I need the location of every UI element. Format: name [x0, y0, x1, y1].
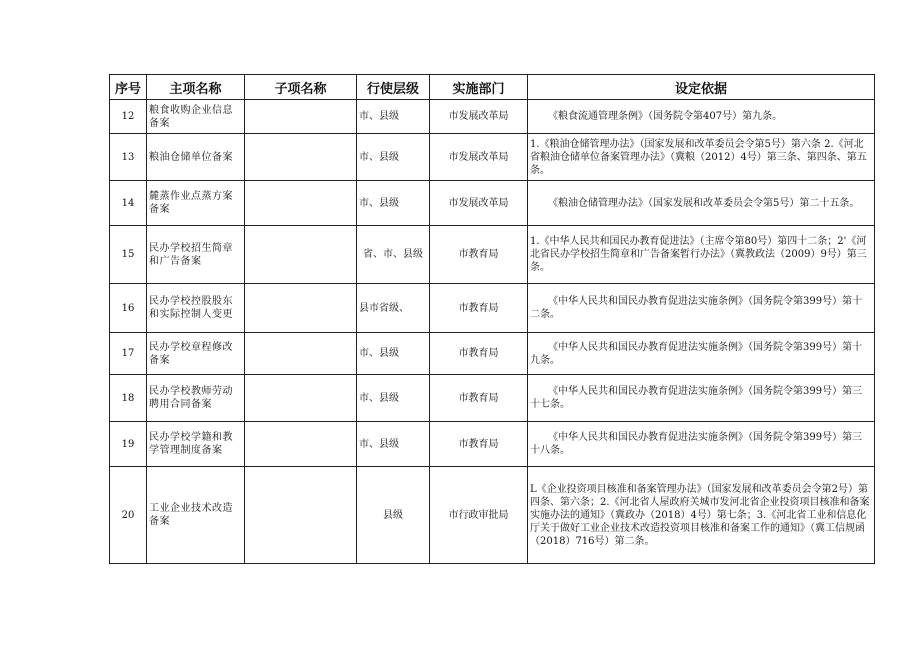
cell-sub-item: [245, 284, 357, 333]
cell-basis: 1.《粮油仓储管理办法》（国家发展和改革委员会令第5号）第六条 2.《河北省粮油仓储单位备案管理办法》（冀粮（2012）4号）第三条、第四条、第五条。: [528, 134, 875, 181]
header-sub-item: 子项名称: [245, 75, 357, 100]
cell-department: 市教育局: [430, 422, 528, 467]
table-row: [110, 226, 875, 284]
basis-text: 《中华人民共和国民办教育促进法实施条例》（国务院令第399号）第三十八条。: [530, 432, 863, 456]
cell-department: 市教育局: [430, 375, 528, 422]
cell-department: 市教育局: [430, 226, 528, 284]
table-row: [110, 333, 875, 375]
table-row: [110, 100, 875, 134]
table-row: [110, 422, 875, 467]
cell-level: 市、县级: [357, 333, 430, 375]
cell-level: 市、县级: [357, 100, 430, 134]
basis-text: 《粮油仓储管理办法》（国家发展和改革委员会令第5号）第二十五条。: [548, 197, 860, 209]
table-row: [110, 181, 875, 226]
cell-main-item: 民办学校控股股东和实际控制人变更: [147, 284, 245, 333]
cell-basis: [528, 284, 875, 333]
cell-department: 市行政审批局: [430, 467, 528, 564]
cell-main-item: 民办学校教师劳动聘用合同备案: [147, 375, 245, 422]
cell-level: 市、县级: [357, 422, 430, 467]
table-row: [110, 375, 875, 422]
cell-sub-item: [245, 181, 357, 226]
cell-seq: 20: [110, 467, 147, 564]
cell-sub-item: [245, 134, 357, 181]
filing-table: [109, 74, 875, 564]
header-basis: 设定依据: [528, 75, 875, 100]
cell-sub-item: [245, 226, 357, 284]
table-row: [110, 467, 875, 564]
cell-level: 省、市、县级: [357, 226, 430, 284]
cell-department: 市教育局: [430, 284, 528, 333]
table-row: [110, 134, 875, 181]
cell-sub-item: [245, 422, 357, 467]
cell-level: 市、县级: [357, 375, 430, 422]
cell-level: 县市省级、: [357, 284, 430, 333]
cell-seq: 18: [110, 375, 147, 422]
header-seq: 序号: [110, 75, 147, 100]
basis-text: 《中华人民共和国民办教育促进法实施条例》（国务院令第399号）第十二条。: [530, 296, 863, 320]
cell-seq: 14: [110, 181, 147, 226]
cell-basis: [528, 333, 875, 375]
cell-seq: 17: [110, 333, 147, 375]
table-header-row: [110, 75, 875, 100]
header-department: 实施部门: [430, 75, 528, 100]
cell-basis: 1.《中华人民共和国民办教育促进法》（主席令第80号）第四十二条；2'《河北省民办学校招生简章和广告备案暂行办法》（冀教政法（2009）9号）第三条。: [528, 226, 875, 284]
cell-level: 县级: [357, 467, 430, 564]
cell-department: 市发展改革局: [430, 181, 528, 226]
cell-main-item: 粮油仓储单位备案: [147, 134, 245, 181]
cell-seq: 16: [110, 284, 147, 333]
cell-seq: 19: [110, 422, 147, 467]
header-main-item: 主项名称: [147, 75, 245, 100]
cell-main-item: 粮食收购企业信息备案: [147, 100, 245, 134]
basis-text: 《粮食流通管理条例》（国务院令第407号）第九条。: [548, 111, 783, 122]
cell-sub-item: [245, 100, 357, 134]
cell-department: 市教育局: [430, 333, 528, 375]
cell-basis: [528, 375, 875, 422]
cell-seq: 13: [110, 134, 147, 181]
cell-department: 市发展改革局: [430, 100, 528, 134]
cell-seq: 12: [110, 100, 147, 134]
cell-basis: [528, 422, 875, 467]
cell-main-item: 工业企业技术改造备案: [147, 467, 245, 564]
basis-text: 《中华人民共和国民办教育促进法实施条例》（国务院令第399号）第三十七条。: [530, 386, 863, 410]
basis-text: 《中华人民共和国民办教育促进法实施条例》（国务院令第399号）第十九条。: [530, 341, 863, 366]
header-level: 行使层级: [357, 75, 430, 100]
cell-basis: L《企业投资项目核准和备案管理办法》（国家发展和改革委员会令第2号）第四条、第六条；2.《河北省人屋政府关城市发河北省企业投资项目核准和备案实施办法的通知》（冀政办（2018）4号）第七条；3.《河北省工业和信息化厅关于做好工业企业技术改造投资项目核准和备案工作的通知》（冀工信规函（2018）716号）第二条。: [528, 467, 875, 564]
cell-main-item: 民办学校学籍和教学管理制度备案: [147, 422, 245, 467]
cell-main-item: 麓蒸作业点蒸方案备案: [147, 181, 245, 226]
cell-basis: [528, 100, 875, 134]
cell-sub-item: [245, 333, 357, 375]
cell-sub-item: [245, 467, 357, 564]
cell-level: 市、县级: [357, 134, 430, 181]
cell-sub-item: [245, 375, 357, 422]
table-row: [110, 284, 875, 333]
cell-department: 市发展改革局: [430, 134, 528, 181]
cell-level: 市、县级: [357, 181, 430, 226]
cell-main-item: 民办学校招生简章和广告备案: [147, 226, 245, 284]
cell-seq: 15: [110, 226, 147, 284]
cell-basis: [528, 181, 875, 226]
cell-main-item: 民办学校章程修改备案: [147, 333, 245, 375]
